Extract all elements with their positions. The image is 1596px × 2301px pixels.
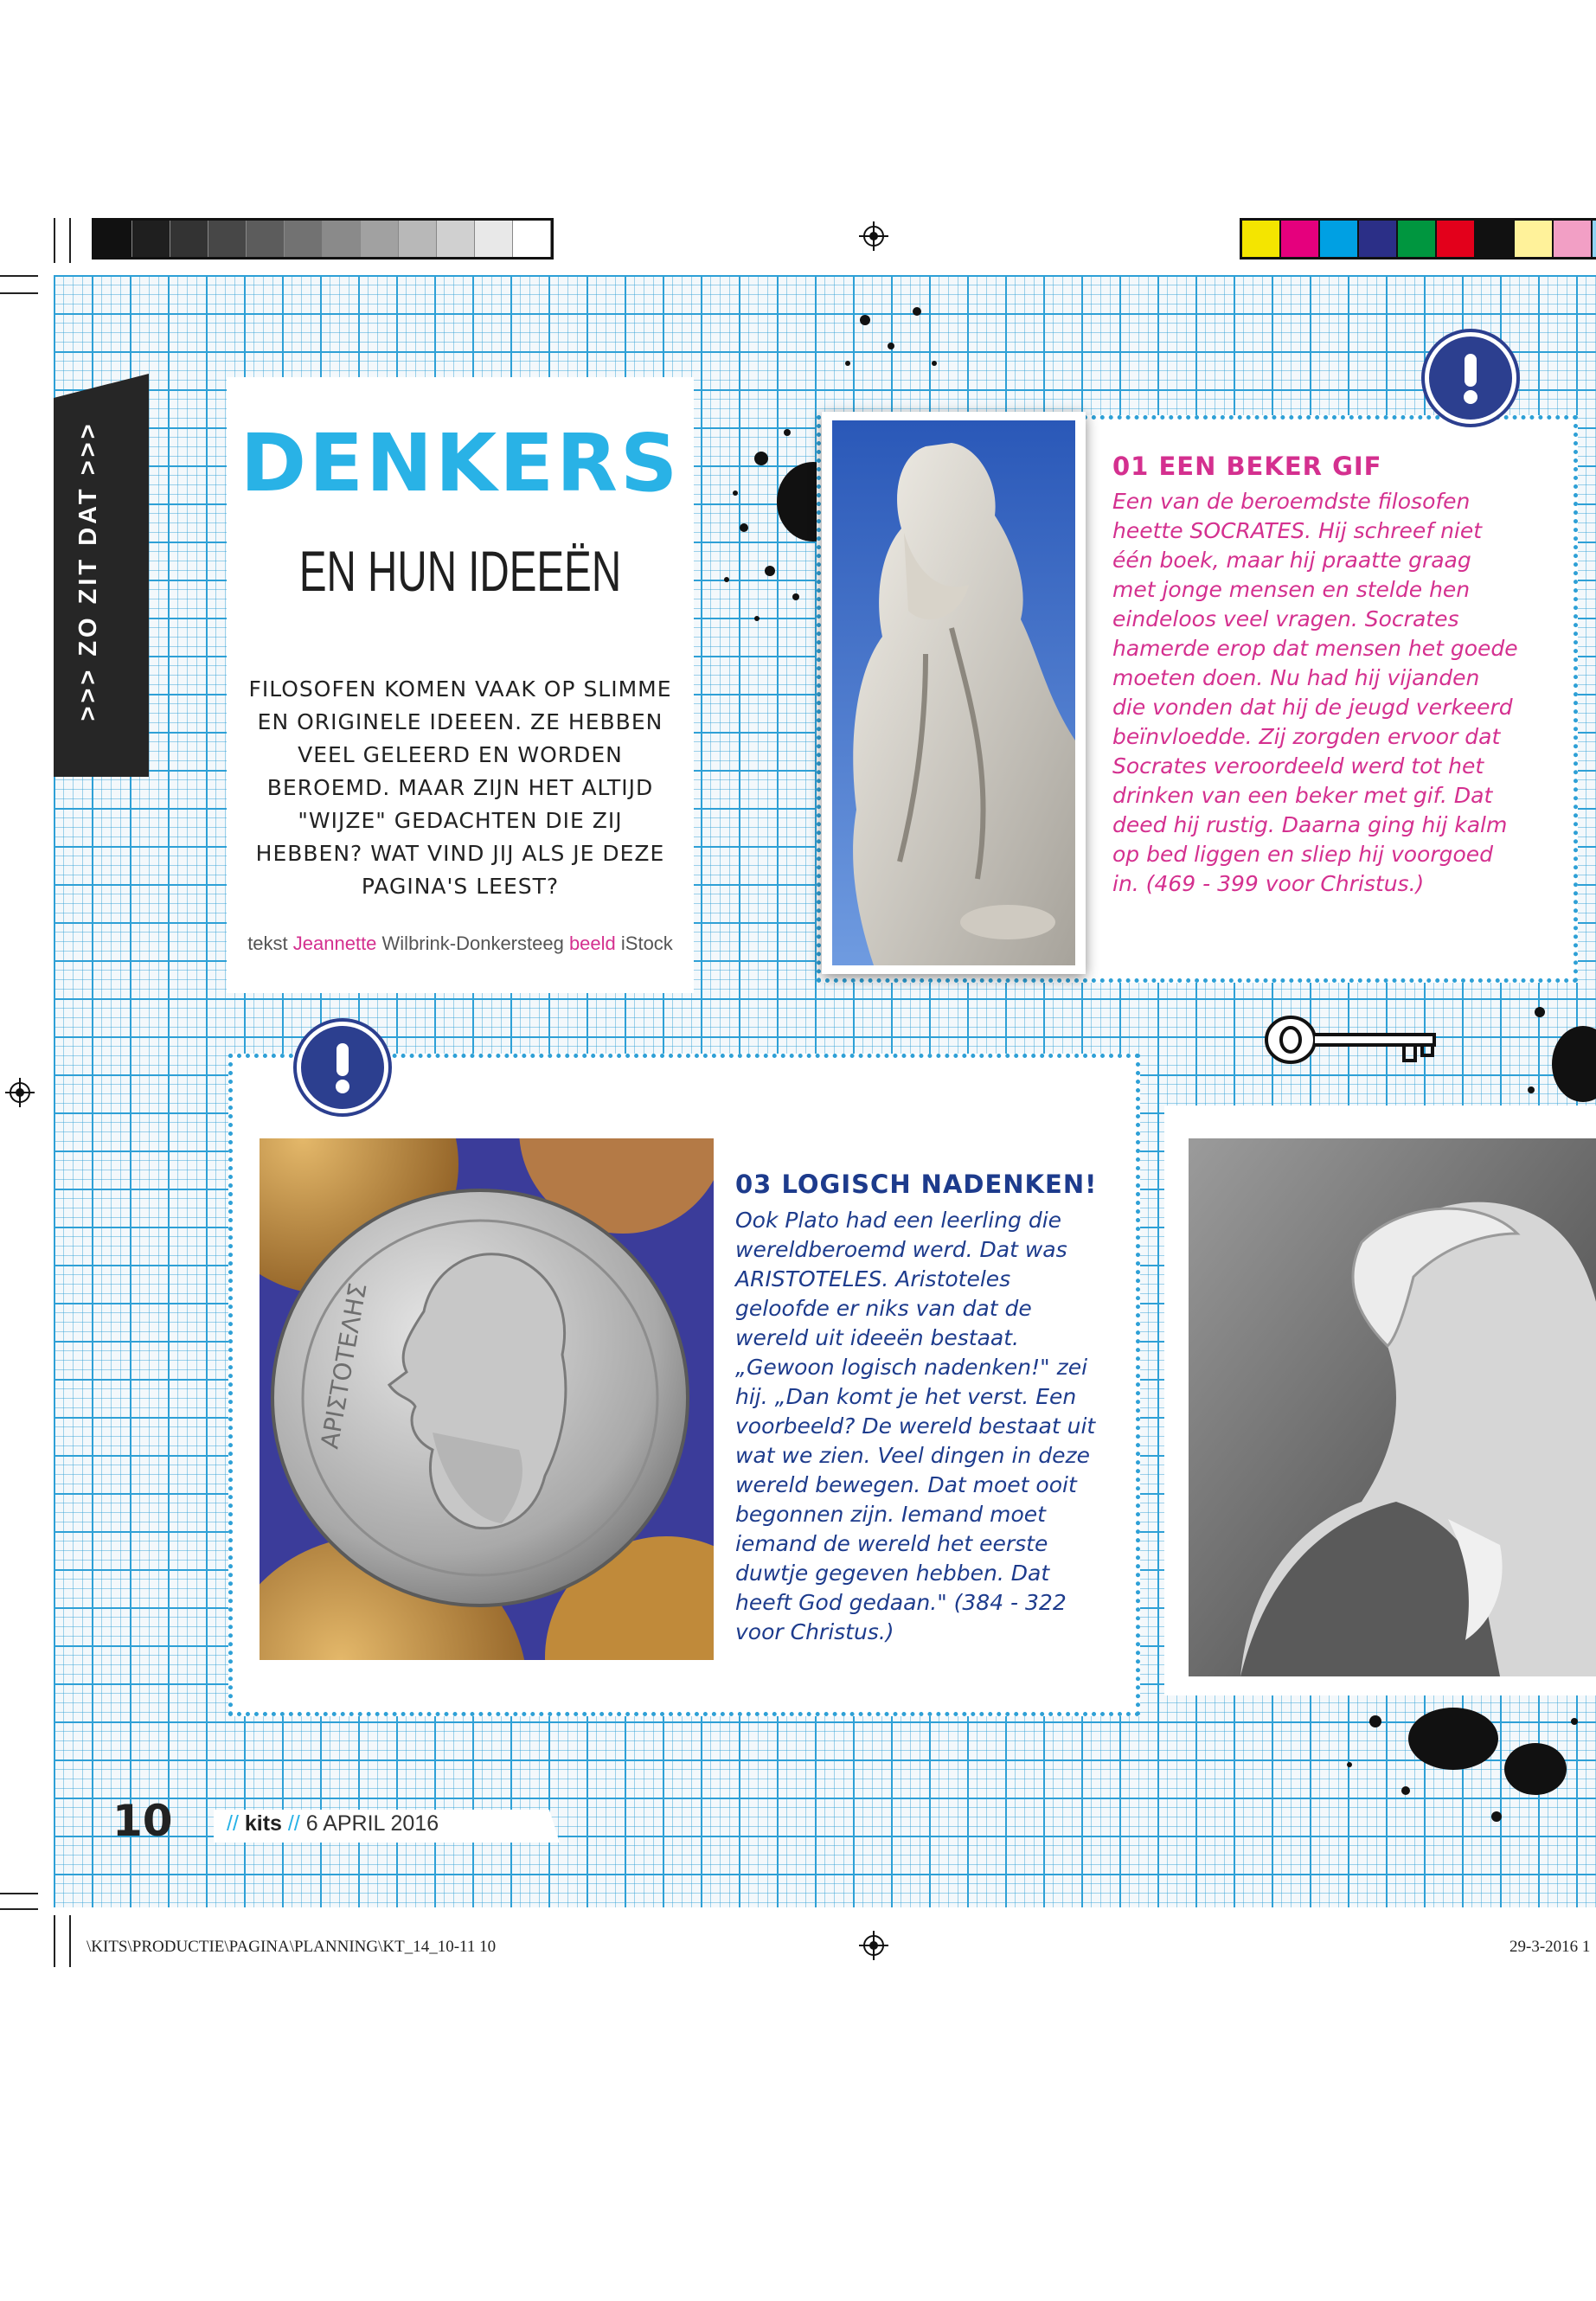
exclamation-badge-icon	[297, 1022, 388, 1113]
gray-swatch	[170, 221, 208, 257]
slug-date: 29-3-2016 1	[1509, 1938, 1591, 1956]
coin-inscription: ΑΡΙΣΤΟΤΕΛΗΣ	[315, 1280, 373, 1452]
color-swatch	[1515, 221, 1554, 257]
color-swatch	[1281, 221, 1320, 257]
gray-swatch	[132, 221, 170, 257]
registration-mark-icon	[859, 221, 888, 251]
credit-beeld-label: beeld	[568, 933, 616, 954]
section-tab-label: >>> ZO ZIT DAT >>>	[74, 420, 102, 721]
card1-heading: 01 EEN BEKER GIF	[1112, 452, 1382, 481]
socrates-statue-photo	[822, 412, 1086, 974]
slug-file-path: \KITS\PRODUCTIE\PAGINA\PLANNING\KT_14_10-11 10	[87, 1938, 497, 1956]
gray-swatch	[285, 221, 323, 257]
card2-heading: 03 LOGISCH NADENKEN!	[735, 1170, 1098, 1199]
gray-swatch	[399, 221, 437, 257]
card1-body: Een van de beroemdste filosofen heette SOCRATES. Hij schreef niet één boek, maar hij praatte graag met jonge mensen en stelde hen eindeloos veel vragen. Socrates hamerde erop dat mensen het goede moeten doen. Nu had hij vijanden die vonden dat hij de jeugd verkeerd beïnvloedde. Zij zorgden ervoor dat Socrates veroordeeld werd tot het drinken van een beker met gif. Dat deed hij rustig. Daarna ging hij kalm op bed liggen en sliep hij voorgoed in. (469 - 399 voor Christus.)	[1112, 489, 1518, 896]
gray-swatch	[513, 221, 551, 257]
intro-paragraph: FILOSOFEN KOMEN VAAK OP SLIMME EN ORIGINELE IDEEEN. ZE HEBBEN VEEL GELEERD EN WORDEN BEROEMD. MAAR ZIJN HET ALTIJD "WIJZE" GEDACHTEN DIE ZIJ HEBBEN? WAT VIND JIJ ALS JE DEZE PAGINA'S LEEST?	[248, 676, 672, 899]
card2-body: Ook Plato had een leerling die wereldberoemd werd. Dat was ARISTOTELES. Aristoteles geloofde er niks van dat de wereld uit ideeën bestaat. „Gewoon logisch nadenken!" zei hij. „Dan komt je het verst. Een voorbeeld? De wereld bestaat uit wat we zien. Veel dingen in deze wereld bewegen. Dat moet ooit begonnen zijn. Iemand moet iemand de wereld het eerste duwtje gegeven hebben. Dat heeft God gedaan." (384 - 322 voor Christus.)	[735, 1208, 1096, 1644]
gray-swatch	[437, 221, 475, 257]
gray-swatch	[247, 221, 285, 257]
grayscale-control-strip	[92, 218, 554, 260]
crop-mark	[54, 1915, 55, 1967]
credit-tekst-label: tekst	[247, 933, 288, 954]
color-control-strip	[1240, 218, 1596, 260]
crop-mark	[69, 218, 71, 263]
footer-slash: //	[227, 1811, 245, 1836]
footer-line	[227, 1811, 439, 1836]
aristoteles-coin-photo	[260, 1138, 714, 1660]
gray-swatch	[94, 221, 132, 257]
page-number: 10	[112, 1796, 173, 1846]
color-swatch	[1398, 221, 1437, 257]
crop-mark	[0, 275, 38, 277]
color-swatch	[1320, 221, 1359, 257]
engraved-portrait-photo	[1189, 1138, 1596, 1676]
color-swatch	[1359, 221, 1398, 257]
crop-mark	[69, 1915, 71, 1967]
credit-author-last: Wilbrink-Donkersteeg	[376, 933, 569, 954]
footer-slash: //	[281, 1811, 306, 1836]
page-title: DENKERS	[240, 417, 681, 510]
exclamation-badge-icon	[1425, 332, 1516, 424]
ink-splatter	[1514, 977, 1596, 1125]
gray-swatch	[475, 221, 513, 257]
footer-brand: kits	[244, 1811, 282, 1836]
credit-source: iStock	[615, 933, 673, 954]
gray-swatch	[208, 221, 247, 257]
gray-swatch	[361, 221, 399, 257]
color-swatch	[1593, 221, 1596, 257]
key-icon	[1261, 1010, 1452, 1071]
color-swatch	[1554, 221, 1593, 257]
crop-mark	[0, 292, 38, 294]
crop-mark	[0, 1893, 38, 1894]
color-swatch	[1242, 221, 1281, 257]
ink-splatter	[1324, 1687, 1596, 1843]
credit-line	[227, 933, 694, 955]
ink-splatter	[830, 285, 952, 389]
crop-mark	[54, 218, 55, 263]
footer-date: 6 APRIL 2016	[305, 1811, 439, 1836]
color-swatch	[1476, 221, 1515, 257]
registration-mark-icon	[5, 1078, 35, 1107]
gray-swatch	[323, 221, 361, 257]
registration-mark-icon	[859, 1931, 888, 1960]
page-subtitle: EN HUN IDEEËN	[298, 539, 622, 603]
crop-mark	[0, 1908, 38, 1910]
color-swatch	[1437, 221, 1476, 257]
credit-author-first: Jeannette	[292, 933, 377, 954]
